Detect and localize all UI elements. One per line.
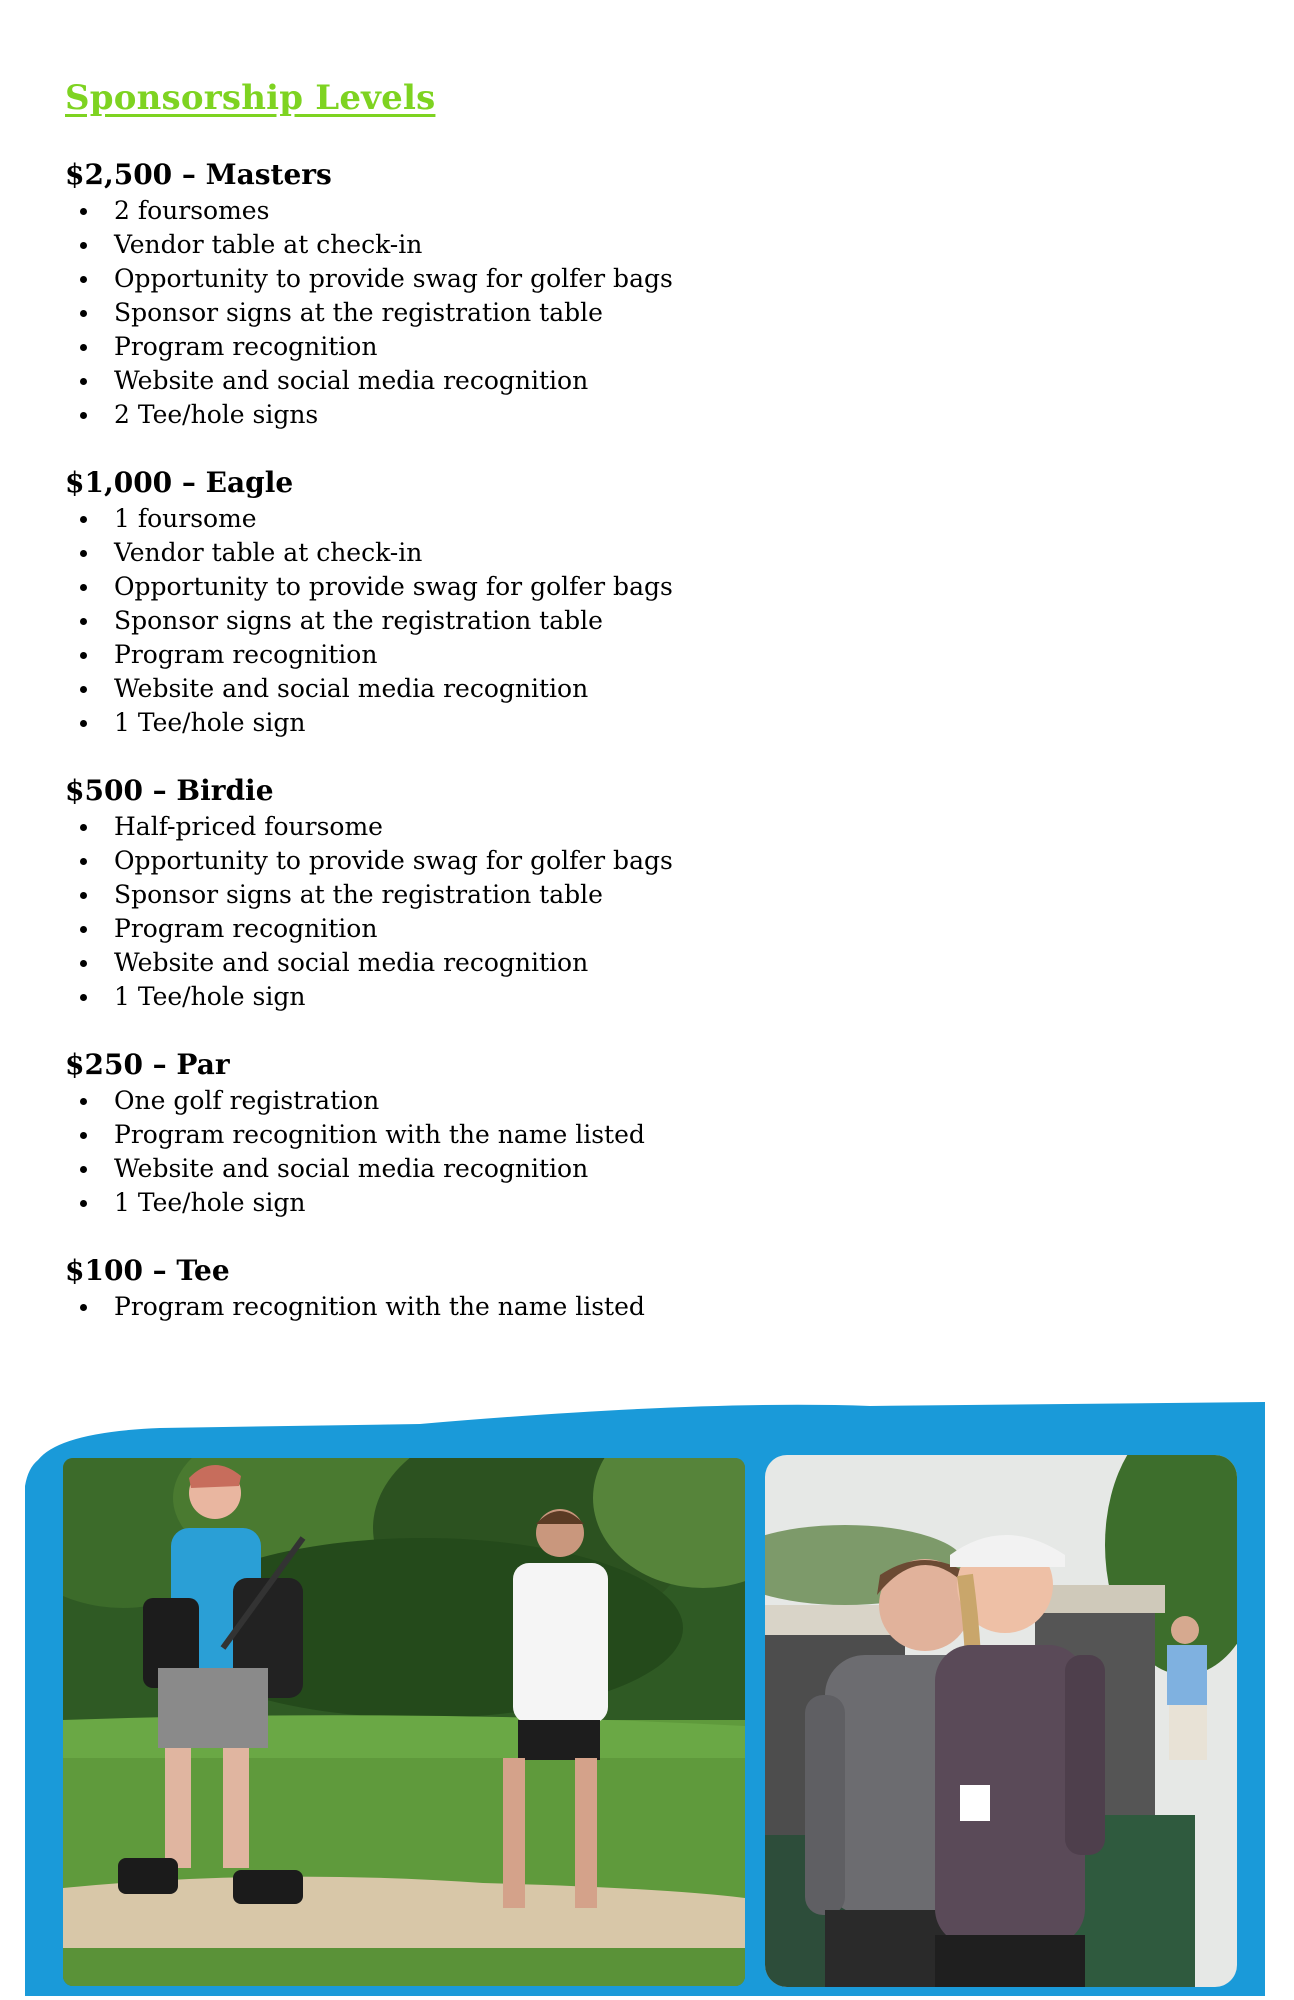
benefit-item: 2 foursomes xyxy=(65,194,965,228)
benefit-item: 1 Tee/hole sign xyxy=(65,706,965,740)
benefit-item: 1 Tee/hole sign xyxy=(65,980,965,1014)
benefit-item: 2 Tee/hole signs xyxy=(65,398,965,432)
benefit-item: Sponsor signs at the registration table xyxy=(65,296,965,330)
level-birdie xyxy=(65,772,965,1014)
level-tee xyxy=(65,1252,965,1324)
photo-band xyxy=(0,1390,1294,2000)
benefit-item: Website and social media recognition xyxy=(65,364,965,398)
two-women-photo xyxy=(765,1455,1237,1987)
benefit-list xyxy=(65,810,965,1014)
benefit-item: 1 foursome xyxy=(65,502,965,536)
benefit-item: Vendor table at check-in xyxy=(65,536,965,570)
benefit-item: One golf registration xyxy=(65,1084,965,1118)
sponsorship-levels xyxy=(65,156,965,1356)
benefit-item: Website and social media recognition xyxy=(65,672,965,706)
benefit-item: Website and social media recognition xyxy=(65,1152,965,1186)
benefit-item: Sponsor signs at the registration table xyxy=(65,878,965,912)
benefit-item: Program recognition xyxy=(65,330,965,364)
level-heading: $500 – Birdie xyxy=(65,774,274,807)
benefit-item: Website and social media recognition xyxy=(65,946,965,980)
benefit-item: Sponsor signs at the registration table xyxy=(65,604,965,638)
level-masters xyxy=(65,156,965,432)
benefit-item: Program recognition xyxy=(65,912,965,946)
benefit-list xyxy=(65,1084,965,1220)
level-heading: $1,000 – Eagle xyxy=(65,466,294,499)
level-heading: $2,500 – Masters xyxy=(65,158,332,191)
benefit-item: Opportunity to provide swag for golfer bags xyxy=(65,570,965,604)
benefit-item: Vendor table at check-in xyxy=(65,228,965,262)
page-title: Sponsorship Levels xyxy=(65,78,436,118)
benefit-item: Program recognition with the name listed xyxy=(65,1290,965,1324)
benefit-item: Opportunity to provide swag for golfer bags xyxy=(65,844,965,878)
level-heading: $100 – Tee xyxy=(65,1254,230,1287)
benefit-item: Opportunity to provide swag for golfer bags xyxy=(65,262,965,296)
benefit-item: Program recognition with the name listed xyxy=(65,1118,965,1152)
benefit-item: Half-priced foursome xyxy=(65,810,965,844)
golfers-walking-photo xyxy=(63,1458,745,1986)
benefit-item: 1 Tee/hole sign xyxy=(65,1186,965,1220)
benefit-list xyxy=(65,194,965,432)
benefit-list xyxy=(65,502,965,740)
level-eagle xyxy=(65,464,965,740)
benefit-item: Program recognition xyxy=(65,638,965,672)
level-heading: $250 – Par xyxy=(65,1048,230,1081)
level-par xyxy=(65,1046,965,1220)
benefit-list xyxy=(65,1290,965,1324)
